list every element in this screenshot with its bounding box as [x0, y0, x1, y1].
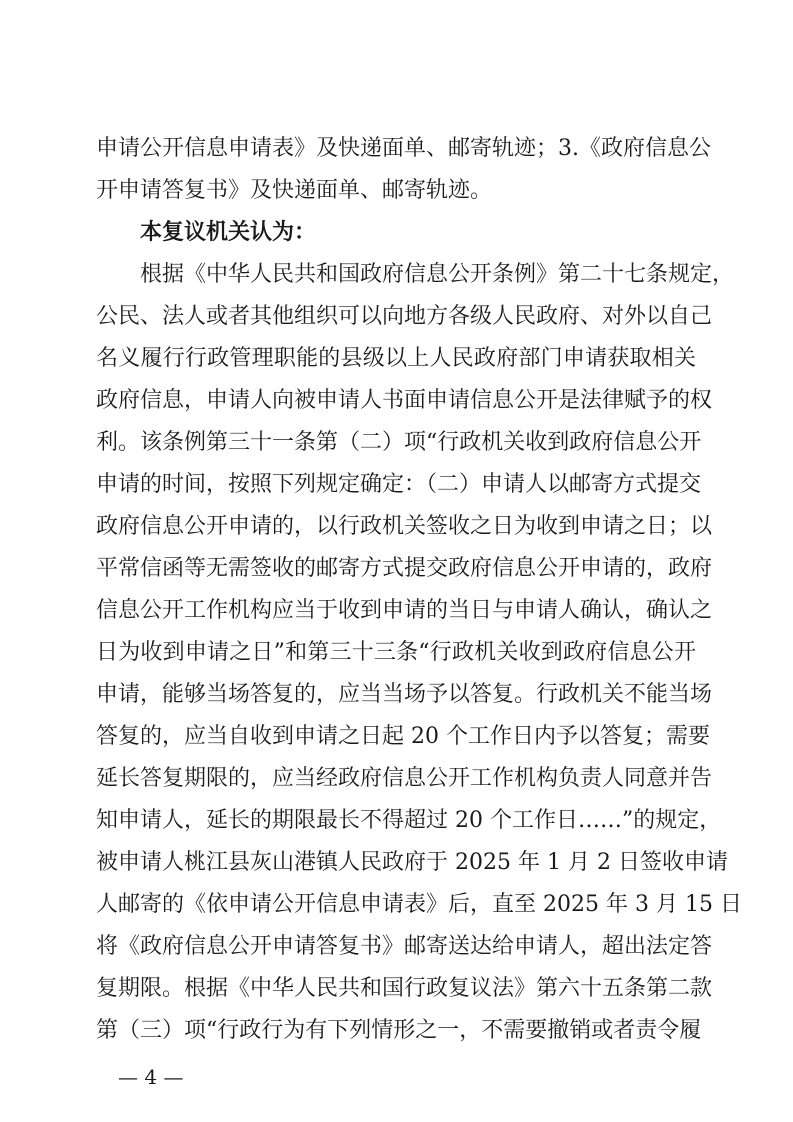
paragraph-line: 根据《中华人民共和国政府信息公开条例》第二十七条规定，	[140, 262, 735, 287]
paragraph-line: 信息公开工作机构应当于收到申请的当日与申请人确认，确认之	[96, 598, 713, 623]
paragraph-line: 名义履行行政管理职能的县级以上人民政府部门申请获取相关	[96, 346, 696, 371]
paragraph-line: 政府信息，申请人向被申请人书面申请信息公开是法律赋予的权	[96, 388, 713, 413]
paragraph-line: 申请的时间，按照下列规定确定：（二）申请人以邮寄方式提交	[96, 472, 702, 497]
page-number: — 4 —	[118, 1065, 184, 1089]
paragraph-line: 公民、法人或者其他组织可以向地方各级人民政府、对外以自己	[96, 304, 713, 329]
paragraph-line: 政府信息公开申请的，以行政机关签收之日为收到申请之日；以	[96, 514, 713, 539]
paragraph-line: 平常信函等无需签收的邮寄方式提交政府信息公开申请的，政府	[96, 556, 713, 581]
paragraph-line: 日为收到申请之日”和第三十三条“行政机关收到政府信息公开	[96, 640, 696, 665]
paragraph-line: 复期限。根据《中华人民共和国行政复议法》第六十五条第二款	[96, 976, 713, 1001]
text-line: 开申请答复书》及快递面单、邮寄轨迹。	[96, 178, 493, 203]
paragraph-line: 第（三）项“行政行为有下列情形之一，不需要撤销或者责令履	[96, 1018, 702, 1043]
paragraph-line: 知申请人，延长的期限最长不得超过 20 个工作日……”的规定，	[96, 808, 722, 833]
paragraph-line: 利。该条例第三十一条第（二）项“行政机关收到政府信息公开	[96, 430, 702, 455]
text-line: 申请公开信息申请表》及快递面单、邮寄轨迹；3.《政府信息公	[96, 136, 711, 161]
section-heading: 本复议机关认为：	[140, 220, 317, 245]
paragraph-line: 延长答复期限的，应当经政府信息公开工作机构负责人同意并告	[96, 766, 713, 791]
paragraph-line: 将《政府信息公开申请答复书》邮寄送达给申请人，超出法定答	[96, 934, 713, 959]
paragraph-line: 被申请人桃江县灰山港镇人民政府于 2025 年 1 月 2 日签收申请	[96, 850, 728, 875]
paragraph-line: 申请，能够当场答复的，应当当场予以答复。行政机关不能当场	[96, 682, 713, 707]
paragraph-line: 答复的，应当自收到申请之日起 20 个工作日内予以答复；需要	[96, 724, 710, 749]
paragraph-line: 人邮寄的《依申请公开信息申请表》后，直至 2025 年 3 月 15 日	[96, 892, 742, 917]
